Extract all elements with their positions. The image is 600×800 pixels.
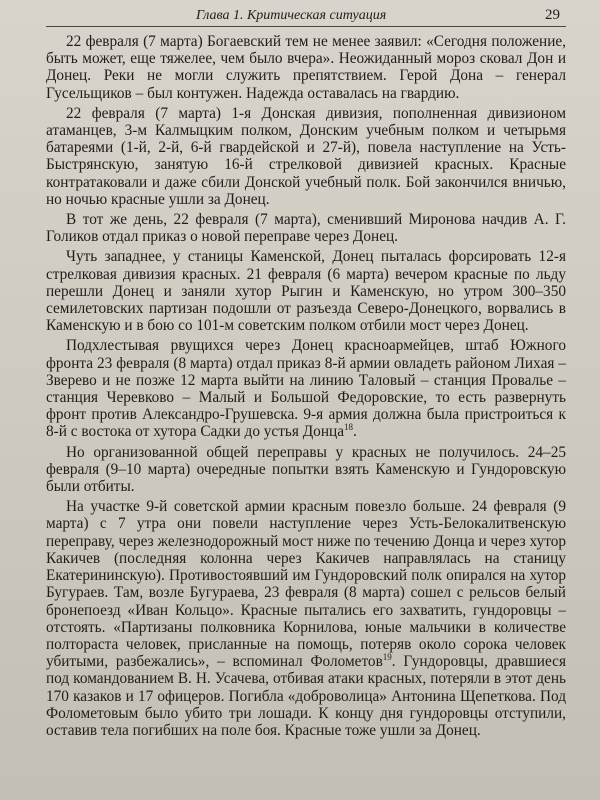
paragraph: В тот же день, 22 февраля (7 марта), сменивший Миронова начдив А. Г. Голиков отдал приказ о новой переправе через Донец. xyxy=(46,211,566,246)
running-header xyxy=(46,6,566,27)
paragraph: Но организованной общей переправы у красных не получилось. 24–25 февраля (9–10 марта) очередные попытки взять Каменскую и Гундоровскую были отбиты. xyxy=(46,443,566,496)
paragraph: 22 февраля (7 марта) 1-я Донская дивизия, пополненная дивизионом атаманцев, 3-м Калмыцким полком, Донским учебным полком и четырьмя батареями (1-й, 2-й, 6-й гвардейской и 27-й), повела наступление на Усть-Быстрянскую, занятую 16-й стрелковой дивизией красных. Красные контратаковали и даже сбили Донской учебный полк. Бой закончился вничью, но ночью красные ушли за Донец. xyxy=(46,104,566,208)
page-number: 29 xyxy=(545,7,560,23)
paragraph: 22 февраля (7 марта) Богаевский тем не менее заявил: «Сегодня положение, быть может, еще тяжелее, чем было вчера». Неожиданный мороз сковал Дон и Донец. Реки не могли служить препятствием. Герой Дона – генерал Гусельщиков – был контужен. Надежда оставалась на гвардию. xyxy=(46,33,566,102)
footnote-ref: 19 xyxy=(382,652,392,663)
text-body xyxy=(46,33,566,739)
paragraph: Подхлестывая рвущихся через Донец красноармейцев, штаб Южного фронта 23 февраля (8 марта) отдал приказ 8-й армии овладеть районом Лихая – Зверево и не позже 12 марта выйти на линию Таловый – станция Провалье – станция Черевково – Малый и Большой Федоровские, то есть развернуть фронт против Александро-Грушевска. 9-я армия должна была пристроиться к 8-й с востока от хутора Садки до устья Донца$^{18}$. xyxy=(46,337,566,441)
chapter-title: Глава 1. Критическая ситуация xyxy=(196,8,387,23)
footnote-ref: 18 xyxy=(344,422,353,433)
paragraph: На участке 9-й советской армии красным повезло больше. 24 февраля (9 марта) с 7 утра они повели наступление через Усть-Белокалитвенскую переправу, через железнодорожный мост ниже по течению Донца и через хутор Какичев (последняя колонна через Какичев направлялась на станицу Екатерининскую). Противостоявший им Гундоровский полк опирался на хутор Бугураев. Там, возле Бугураева, 23 февраля (8 марта) сошел с рельсов белый бронепоезд «Иван Кольцо». Красные пытались его захватить, гундоровцы – отстоять. «Партизаны полковника Корнилова, юные мальчики в количестве полтораста человек, присланные на помощь, потеряв около сорока человек убитыми, разбежались», – вспоминал Фолометов$^{19}$. Гундоровцы, дравшиеся под командованием В. Н. Усачева, отбивая атаки красных, потеряли в этот день 170 казаков и 17 офицеров. Погибла «доброволица» Антонина Щепеткова. Под Фолометовым было убито три лошади. К концу дня гундоровцы отступили, оставив тела погибших на поле боя. Красные тоже ушли за Донец. xyxy=(46,498,566,739)
paragraph: Чуть западнее, у станицы Каменской, Донец пыталась форсировать 12-я стрелковая дивизия красных. 21 февраля (6 марта) вечером красные по льду перешли Донец и заняли хутор Рыгин и Каменскую, но утром 300–350 семилетовских партизан подошли от разъезда Северо-Донецкого, ворвались в Каменскую и в бою со 101-м советским полком отбили мост через Донец. xyxy=(46,248,566,335)
